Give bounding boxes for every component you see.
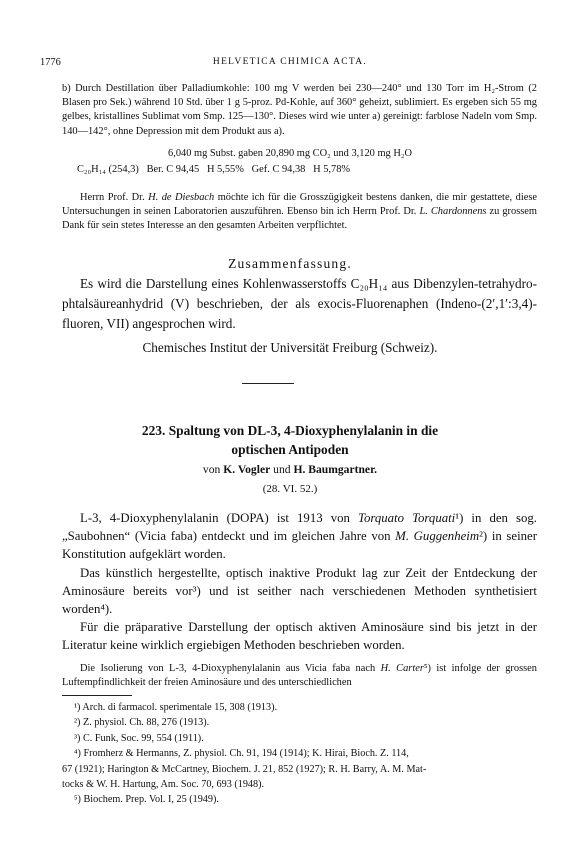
- footnotes: [62, 700, 537, 808]
- acknowledgement-paragraph: [62, 191, 537, 234]
- authors-and: und: [270, 463, 294, 476]
- ack-text-1: Herrn Prof. Dr.: [80, 192, 149, 203]
- footnote-1: ¹) Arch. di farmacol. sperimentale 15, 308 (1913).: [74, 702, 278, 713]
- p1-text-a: L-3, 4-Dioxyphenylalanin (DOPA) ist 1913 von: [80, 511, 358, 525]
- article-date: (28. VI. 52.): [262, 483, 318, 495]
- article-title: [0, 421, 580, 459]
- running-header: HELVETICA CHIMICA ACTA.: [212, 57, 368, 67]
- ack-text-3: zu grossem Dank für sein stetes Interesse an den gesamten Arbeiten verpflichtet.: [62, 206, 537, 232]
- footnote-4-line-1: ⁴) Fromherz & Hermanns, Z. physiol. Ch. 91, 194 (1914); K. Hirai, Bioch. Z. 114,: [74, 748, 409, 760]
- analysis-line-2: C₂₀H₁₄ (254,3) Ber. C 94,45 H 5,55% Gef. C 94,38 H 5,78%: [77, 164, 351, 175]
- footnote-rule: [62, 695, 132, 696]
- section-b-paragraph: b) Durch Destillation über Palladiumkohle: 100 mg V werden bei 230—240° und 130 Torr im H₂-Strom (2 Blasen pro Sek.) während 10 Std. über 1 g 5-proz. Pd-Kohle, auf 360° geheizt, sublimiert. Es ergeben sich 55 mg gelbes, kristallines Sublimat vom Smp. 125—130°. Dieses wird wie unter a) gereinigt: farblose Nadeln vom Smp. 140—142°, ohne Depression mit dem Produkt aus a).: [62, 83, 537, 137]
- page-number: 1776: [40, 57, 61, 68]
- section-divider: [242, 383, 294, 384]
- footnote-5: ⁵) Biochem. Prep. Vol. I, 25 (1949).: [74, 794, 219, 806]
- authors-prefix: von: [202, 463, 224, 476]
- body-paragraph-1: [62, 509, 537, 564]
- summary-heading: Zusammenfassung.: [228, 256, 352, 271]
- author-1: K. Vogler: [223, 463, 271, 476]
- article-title-line-2: optischen Antipoden: [231, 442, 349, 457]
- p1-text-c: ²) in seiner Konstitution aufgeklärt worden.: [62, 529, 537, 562]
- p4-name: H. Carter: [380, 663, 424, 674]
- p1-name-1: Torquato Torquati: [358, 511, 456, 525]
- p4-text-b: ⁵) ist infolge der grossen Luftempfindlichkeit der freien Aminosäure und des unterschiedlichen: [62, 663, 537, 689]
- footnote-4-line-2: 67 (1921); Harington & McCartney, Biochem. J. 21, 852 (1927); R. H. Barry, A. M. Mat-: [62, 763, 427, 775]
- body-paragraph-4: [62, 662, 537, 690]
- analysis-line-1: 6,040 mg Subst. gaben 20,890 mg CO₂ und 3,120 mg H₂O: [168, 148, 412, 159]
- article-authors: [0, 463, 580, 476]
- footnote-2: ²) Z. physiol. Ch. 88, 276 (1913).: [74, 717, 210, 729]
- p1-text-b: ¹) in den sog. „Saubohnen“ (Vicia faba) entdeckt und im gleichen Jahre von: [62, 511, 537, 544]
- p1-name-2: M. Guggenheim: [395, 529, 480, 544]
- footnote-3: ³) C. Funk, Soc. 99, 554 (1911).: [74, 732, 204, 744]
- article-title-line-1: 223. Spaltung von DL-3, 4-Dioxyphenylalanin in die: [141, 423, 439, 438]
- summary-text: Es wird die Darstellung eines Kohlenwasserstoffs C₂₀H₁₄ aus Dibenzylen-tetrahydro-phtalsäureanhydrid (V) beschrieben, der als exocis-Fluorenaphen (Indeno-(2′,1′:3,4)-fluoren, VII) angesprochen wird.: [62, 276, 537, 331]
- body-paragraph-2: Das künstlich hergestellte, optisch inaktive Produkt lag zur Zeit der Entdeckung der Aminosäure bereits vor³) und ist seither nach verschiedenen Methoden synthetisiert worden⁴).: [62, 565, 537, 617]
- ack-name-1: H. de Diesbach: [148, 192, 215, 203]
- article-body: [62, 509, 537, 655]
- p4-text-a: Die Isolierung von L-3, 4-Dioxyphenylalanin aus Vicia faba nach: [80, 663, 381, 674]
- institution-line: Chemisches Institut der Universität Freiburg (Schweiz).: [142, 340, 438, 355]
- author-2: H. Baumgartner.: [293, 463, 378, 476]
- ack-name-2: L. Chardonnens: [419, 206, 487, 218]
- ack-text-2: möchte ich für die Grosszügigkeit bestens danken, die mir gestattete, diese Untersuchungen in seinen Laboratorien auszuführen. Ebenso bin ich Herrn Prof. Dr.: [62, 192, 537, 218]
- footnote-4-line-3: tocks & W. H. Hartung, Am. Soc. 70, 693 (1948).: [62, 779, 265, 791]
- body-paragraph-3: Für die präparative Darstellung der optisch aktiven Aminosäure sind bis jetzt in der Literatur keine wirklich ergiebigen Methoden beschrieben worden.: [62, 620, 537, 653]
